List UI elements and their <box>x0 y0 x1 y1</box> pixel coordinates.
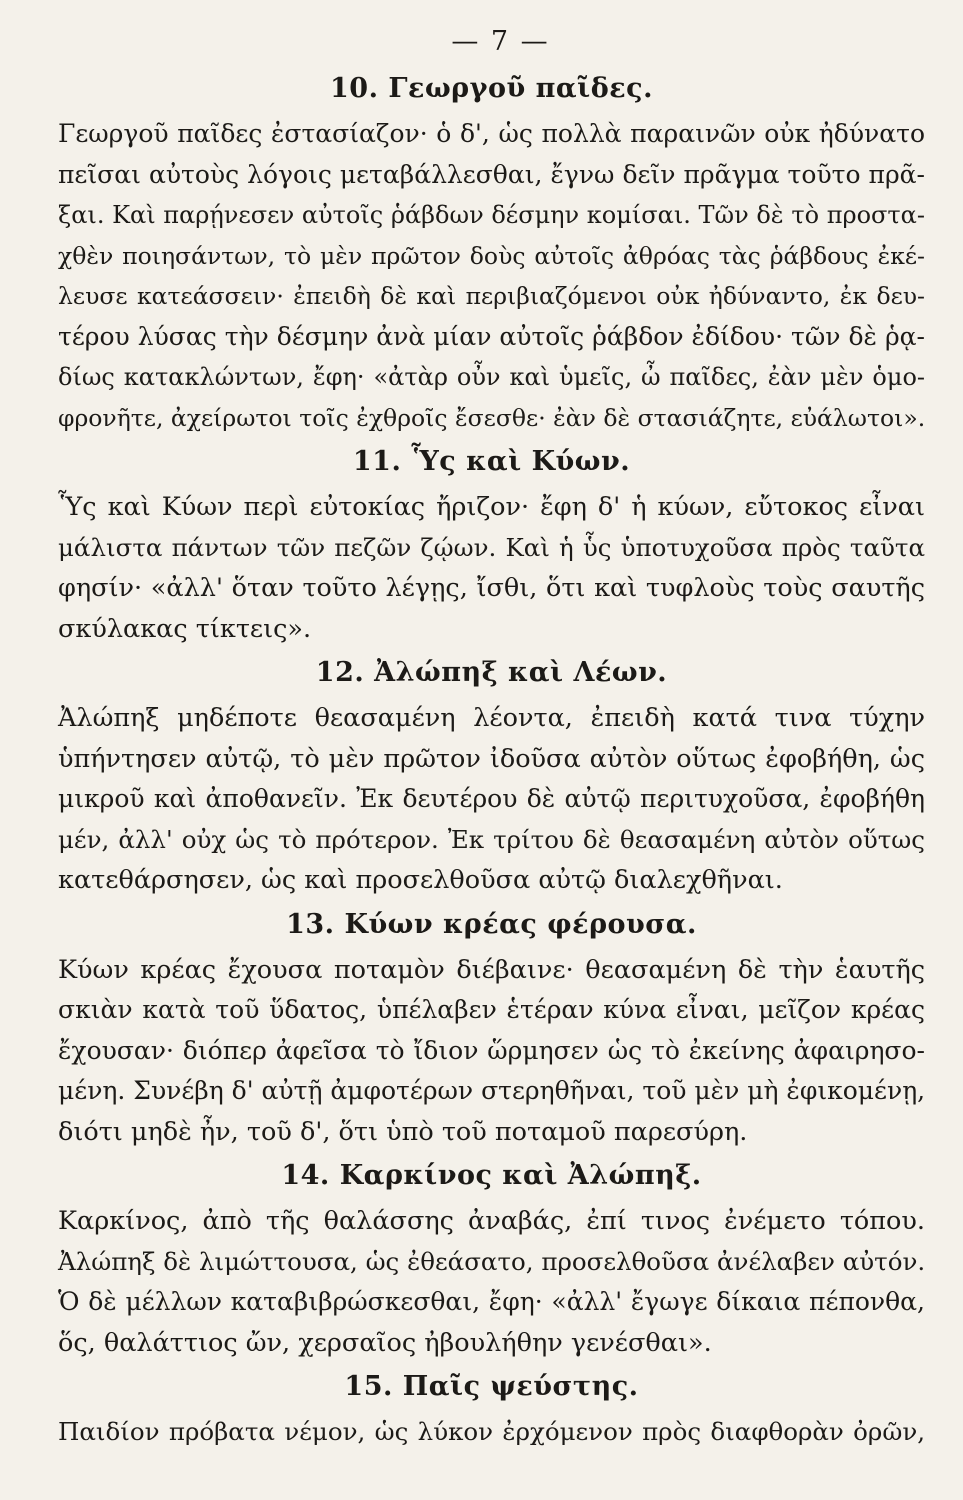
text-line: μάλιστα πάντων τῶν πεζῶν ζῴων. Καὶ ἡ ὗς ὑποτυχοῦσα πρὸς ταῦτα <box>58 532 925 562</box>
fable-text <box>58 114 925 438</box>
text-line: Ὗς καὶ Κύων περὶ εὐτοκίας ἤριζον· ἔφη δ' ἡ κύων, εὔτοκος εἶναι <box>58 492 925 522</box>
text-line: σκύλακας τίκτεις». <box>58 613 312 644</box>
text-line: Παιδίον πρόβατα νέμον, ὡς λύκον ἐρχόμενον πρὸς διαφθορὰν ὀρῶν, <box>58 1417 925 1446</box>
fable-title: 14. Καρκίνος καὶ Ἀλώπηξ. <box>281 1160 702 1191</box>
fable-title: 11. Ὗς καὶ Κύων. <box>352 446 631 477</box>
text-line: διότι μηδὲ ἦν, τοῦ δ', ὅτι ὑπὸ τοῦ ποταμοῦ παρεσύρη. <box>58 1116 748 1147</box>
fable-text <box>58 487 925 649</box>
text-line: ἔχουσαν· διόπερ ἀφεῖσα τὸ ἴδιον ὥρμησεν ὡς τὸ ἐκείνης ἀφαιρησο- <box>58 1035 925 1065</box>
text-line: Γεωργοῦ παῖδες ἐστασίαζον· ὁ δ', ὡς πολλὰ παραινῶν οὐκ ἠδύνατο <box>58 119 925 148</box>
fable-text <box>58 1412 925 1453</box>
fable-text <box>58 698 925 901</box>
page-number: — 7 — <box>451 26 550 57</box>
text-line: μένη. Συνέβη δ' αὐτῇ ἀμφοτέρων στερηθῆναι, τοῦ μὲν μὴ ἐφικομένῃ, <box>58 1076 926 1105</box>
text-line: ξαι. Καὶ παρῄνεσεν αὐτοῖς ῥάβδων δέσμην κομίσαι. Τῶν δὲ τὸ προστα- <box>58 201 925 229</box>
text-line: χθὲν ποιησάντων, τὸ μὲν πρῶτον δοὺς αὐτοῖς ἀθρόας τὰς ῥάβδους ἐκέ- <box>58 241 925 270</box>
text-line: μικροῦ καὶ ἀποθανεῖν. Ἐκ δευτέρου δὲ αὐτῷ περιτυχοῦσα, ἐφοβήθη <box>58 784 925 813</box>
text-line: κατεθάρσησεν, ὡς καὶ προσελθοῦσα αὐτῷ διαλεχθῆναι. <box>58 865 783 895</box>
fable-title: 13. Κύων κρέας φέρουσα. <box>286 908 697 940</box>
text-line: Ὁ δὲ μέλλων καταβιβρώσκεσθαι, ἔφη· «ἀλλ' ἔγωγε δίκαια πέπονθα, <box>58 1287 925 1316</box>
text-line: λευσε κατεάσσειν· ἐπειδὴ δὲ καὶ περιβιαζόμενοι οὐκ ἠδύναντο, ἐκ δευ- <box>58 282 925 310</box>
text-line: Κύων κρέας ἔχουσα ποταμὸν διέβαινε· θεασαμένη δὲ τὴν ἑαυτῆς <box>58 954 925 985</box>
text-line: Ἀλώπηξ μηδέποτε θεασαμένη λέοντα, ἐπειδὴ κατά τινα τύχην <box>58 703 925 733</box>
text-line: ὑπήντησεν αὐτῷ, τὸ μὲν πρῶτον ἰδοῦσα αὐτὸν οὕτως ἐφοβήθη, ὡς <box>58 743 925 774</box>
fable-text <box>58 950 925 1153</box>
fable-title: 10. Γεωργοῦ παῖδες. <box>330 73 653 104</box>
text-line: μέν, ἀλλ' οὐχ ὡς τὸ πρότερον. Ἐκ τρίτου δὲ θεασαμένη αὐτὸν οὕτως <box>58 824 925 854</box>
fable-text <box>58 1201 925 1363</box>
text-line: Καρκίνος, ἀπὸ τῆς θαλάσσης ἀναβάς, ἐπί τινος ἐνέμετο τόπου. <box>58 1206 925 1236</box>
fable-title: 12. Ἀλώπηξ καὶ Λέων. <box>315 657 668 688</box>
text-line: φησίν· «ἀλλ' ὅταν τοῦτο λέγῃς, ἴσθι, ὅτι καὶ τυφλοὺς τοὺς σαυτῆς <box>58 573 925 603</box>
text-line: πεῖσαι αὐτοὺς λόγοις μεταβάλλεσθαι, ἔγνω δεῖν πρᾶγμα τοῦτο πρᾶ- <box>58 159 925 189</box>
text-line: ὅς, θαλάττιος ὤν, χερσαῖος ἠβουλήθην γενέσθαι». <box>58 1327 712 1358</box>
text-line: δίως κατακλώντων, ἔφη· «ἀτὰρ οὖν καὶ ὑμεῖς, ὦ παῖδες, ἐὰν μὲν ὁμο- <box>58 363 925 391</box>
text-line: σκιὰν κατὰ τοῦ ὕδατος, ὑπέλαβεν ἑτέραν κύνα εἶναι, μεῖζον κρέας <box>58 995 925 1024</box>
fable-title: 15. Παῖς ψεύστης. <box>344 1371 639 1402</box>
text-line: Ἀλώπηξ δὲ λιμώττουσα, ὡς ἐθεάσατο, προσελθοῦσα ἀνέλαβεν αὐτόν. <box>58 1246 926 1276</box>
text-line: τέρου λύσας τὴν δέσμην ἀνὰ μίαν αὐτοῖς ῥάβδον ἐδίδου· τῶν δὲ ῥᾳ- <box>58 321 925 351</box>
text-line: φρονῆτε, ἀχείρωτοι τοῖς ἐχθροῖς ἔσεσθε· ἐὰν δὲ στασιάζητε, εὐάλωτοι». <box>58 403 926 432</box>
